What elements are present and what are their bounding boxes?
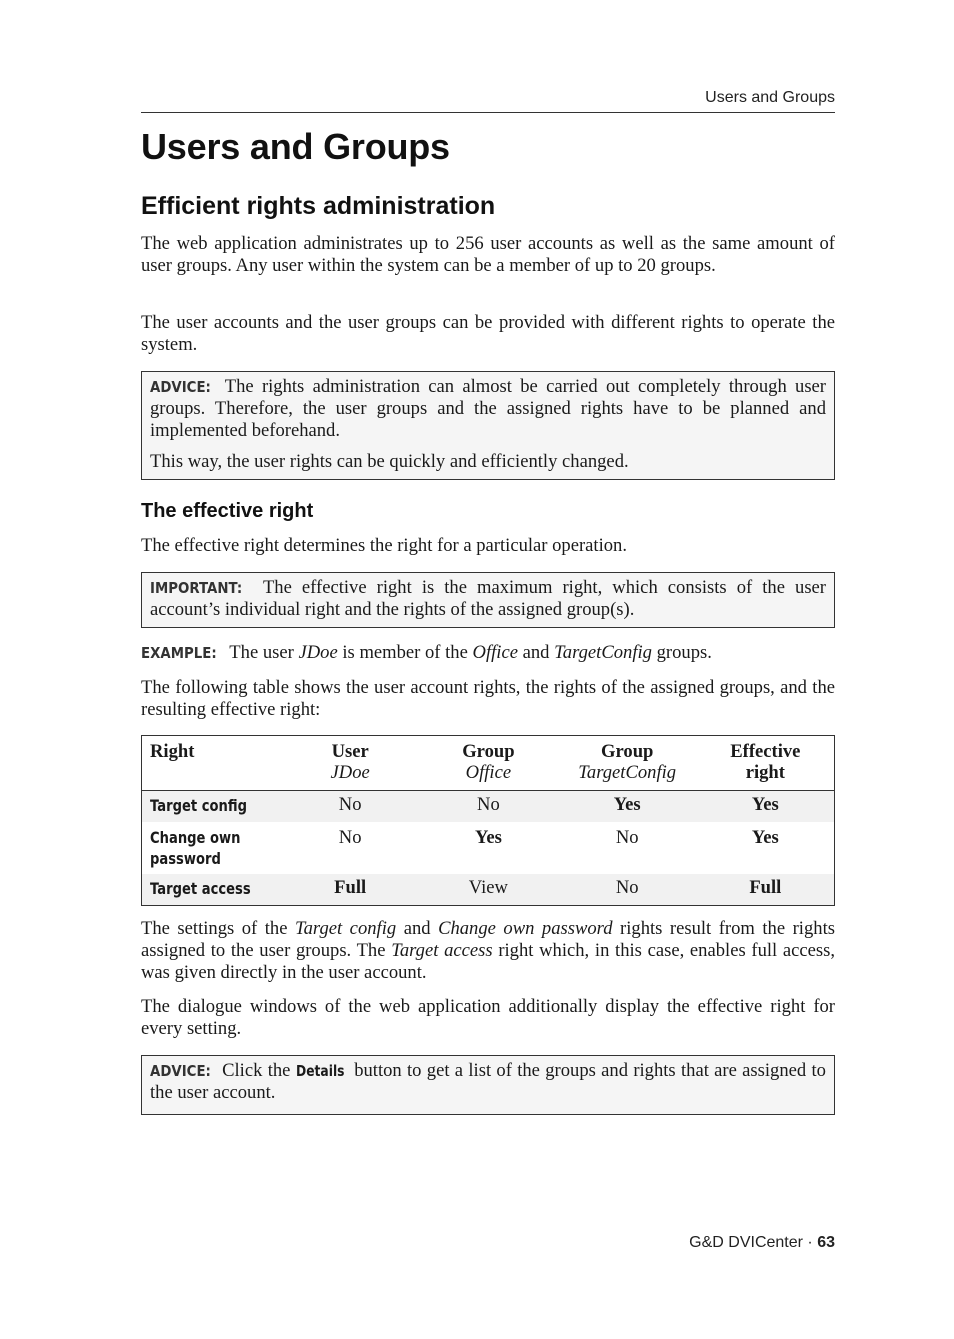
header-right: Right (150, 741, 195, 762)
table-intro-paragraph: The following table shows the user account rights, the rights of the assigned groups, and the resulting effective right: (141, 677, 835, 720)
advice-box (141, 371, 835, 480)
table-row: Change own password No Yes No Yes (150, 827, 779, 868)
settings-paragraph: The settings of the Target config and Change own password rights result from the rights assigned to the user groups. The Target access right which, in this case, enables full access, was given directly in the user account. (141, 918, 836, 983)
important-box (141, 572, 835, 628)
rights-paragraph: The user accounts and the user groups can be provided with different rights to operate the system. (141, 312, 835, 355)
example-tag: EXAMPLE: (141, 644, 217, 662)
running-header: Users and Groups (705, 89, 835, 106)
header-effective: Effective right (730, 741, 801, 783)
important-text: The effective right is the maximum right, which consists of the user account’s individual right and the rights of the assigned group(s). (150, 577, 827, 620)
advice-text: ADVICE: The rights administration can almost be carried out completely through user groups. Therefore, the user groups and the assigned rights have to be planned and implemented beforehand. (150, 376, 826, 441)
footer-product: G&D DVICenter · (689, 1234, 813, 1251)
important-tag: IMPORTANT: (150, 579, 243, 597)
table-header-row (142, 736, 835, 791)
intro-paragraph: The web application administrates up to 256 user accounts as well as the same amount of user groups. Any user within the system can be a member of up to 20 groups. (141, 233, 835, 276)
page-footer (689, 1234, 835, 1252)
header-rule (141, 112, 835, 113)
section-heading: Efficient rights administration (141, 192, 496, 220)
details-button-label: Details (295, 1062, 345, 1080)
table-row: Target config No No Yes Yes (142, 791, 835, 823)
effective-right-paragraph: The effective right determines the right for a particular operation. (141, 535, 627, 556)
table-row: Target access Full View No Full (142, 874, 835, 906)
example-paragraph: EXAMPLE: The user JDoe is member of the Office and TargetConfig groups. (141, 642, 712, 663)
advice-tag: ADVICE: (150, 1062, 211, 1080)
rights-table (141, 735, 835, 906)
header-group-office: Group Office (462, 741, 515, 783)
advice-text-2: This way, the user rights can be quickly and efficiently changed. (150, 451, 629, 472)
advice-tag: ADVICE: (150, 378, 211, 396)
header-group-targetconfig: Group TargetConfig (578, 741, 677, 783)
page-title: Users and Groups (141, 126, 450, 167)
page-number: 63 (817, 1234, 835, 1251)
header-user: User JDoe (330, 741, 370, 783)
dialogue-paragraph: The dialogue windows of the web application additionally display the effective right for every setting. (141, 996, 835, 1039)
subsection-heading: The effective right (141, 500, 314, 522)
advice-box-details: ADVICE: Click the Details button to get a list of the groups and rights that are assigned to the user account. (141, 1055, 835, 1115)
